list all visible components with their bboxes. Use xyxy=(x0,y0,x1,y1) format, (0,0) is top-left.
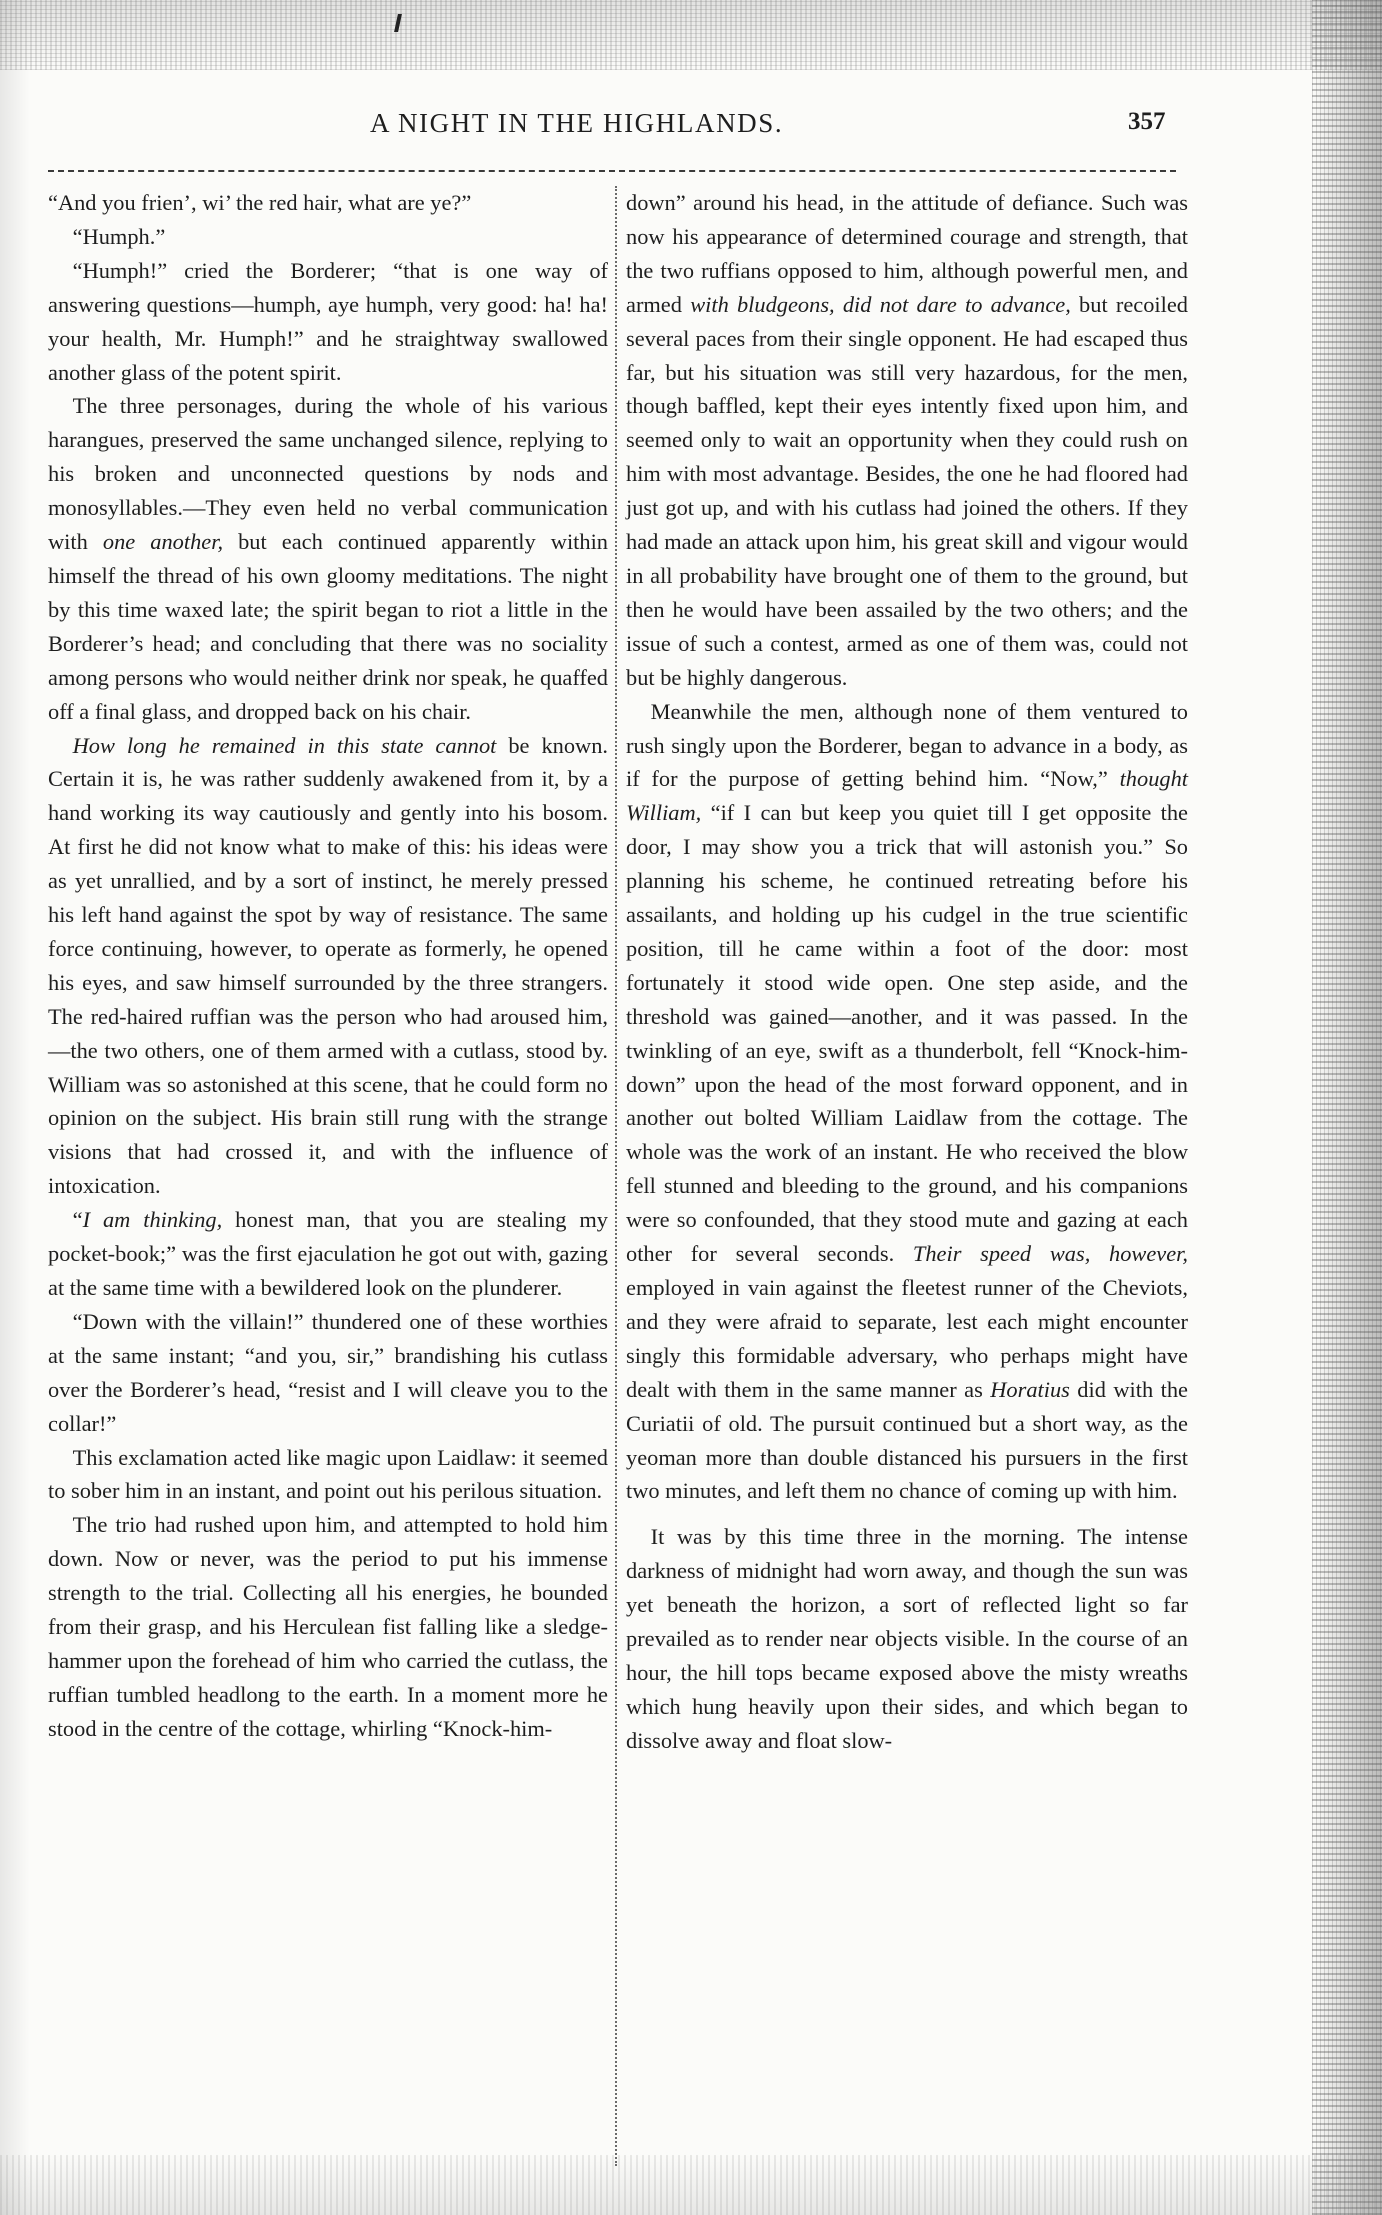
paragraph xyxy=(48,1203,608,1305)
paragraph xyxy=(48,1508,608,1745)
paragraph xyxy=(626,186,1188,695)
paragraph-text: “if I can but keep you quiet till I get opposite the door, I may show you a trick that will astonish you.” So planning his scheme, he continued retreating before his assailants, and holding up his cudgel in the true scientific position, till he came within a foot of the door: most fortunately it stood wide open. One step aside, and the threshold was gained—another, and it was passed. In the twinkling of an eye, swift as a thunderbolt, fell “Knock-him-down” upon the head of the most forward opponent, and in another out bolted William Laidlaw from the cottage. The whole was the work of an instant. He who received the blow fell stunned and bleeding to the ground, and his companions were so confounded, that they stood mute and gazing at each other for several seconds. xyxy=(626,800,1188,1267)
italic-text: How long he remained in this state cannot xyxy=(72,732,497,758)
paragraph-text: “Down with the villain!” thundered one of these worthies at the same instant; “and you, sir,” brandishing his cutlass over the Borderer’s head, “resist and I will cleave you to the collar!” xyxy=(48,1308,608,1436)
scan-noise-right xyxy=(1312,0,1382,2215)
paragraph-text: The trio had rushed upon him, and attempted to hold him down. Now or never, was the period to put his immense strength to the trial. Collecting all his energies, he bounded from their grasp, and his Herculean fist falling like a sledge-hammer upon the forehead of him who carried the cutlass, the ruffian tumbled headlong to the earth. In a moment more he stood in the centre of the cottage, whirling “Knock-him- xyxy=(48,1512,608,1741)
paragraph-text: down” around his head, in the attitude of defiance. Such was now his appearance of determined courage and strength, that the two ruffians opposed to him, although powerful men, and armed xyxy=(626,190,1188,317)
paragraph-text: employed in vain against the fleetest runner of the Cheviots, and they were afraid to separate, lest each might encounter singly this formidable adversary, who perhaps might have dealt with them in the same manner as xyxy=(626,1275,1188,1402)
paragraph xyxy=(626,1520,1188,1757)
running-title: A NIGHT IN THE HIGHLANDS. xyxy=(370,108,784,138)
paragraph-text: This exclamation acted like magic upon Laidlaw: it seemed to sober him in an instant, and point out his perilous situation. xyxy=(48,1444,608,1504)
left-column xyxy=(48,186,608,1746)
page-number: 357 xyxy=(1128,108,1166,135)
paragraph-text: The three personages, during the whole of his various harangues, preserved the same unchanged silence, replying to his broken and unconnected questions by nods and monosyllables.—They even held no verbal communication with xyxy=(48,393,608,555)
italic-text: I am thinking, xyxy=(82,1207,223,1233)
column-divider xyxy=(615,186,617,2166)
paragraph xyxy=(48,1441,608,1509)
paragraph-text: “And you frien’, wi’ the red hair, what are ye?” xyxy=(48,190,472,215)
italic-text: Their speed was, however, xyxy=(912,1241,1188,1267)
paragraph-text: “Humph!” cried the Borderer; “that is one way of answering questions—humph, aye humph, very good: ha! ha! your health, Mr. Humph!” and he straightway swallowed another glass of the potent spirit. xyxy=(48,257,608,385)
paragraph xyxy=(48,220,608,254)
right-column xyxy=(626,186,1188,1758)
page-header xyxy=(0,108,1382,148)
paragraph-text: but recoiled several paces from their single opponent. He had escaped thus far, but his situation was still very hazardous, for the men, though baffled, kept their eyes intently fixed upon him, and seemed only to wait an opportunity when they could rush on him with most advantage. Besides, the one he had floored had just got up, and with his cutlass had joined the others. If they had made an attack upon him, his great skill and vigour would in all probability have brought one of them to the ground, but then he would have been assailed by the two others; and the issue of such a contest, armed as one of them was, could not but be highly dangerous. xyxy=(626,291,1189,690)
paragraph-text: It was by this time three in the morning. The intense darkness of midnight had worn away, and though the sun was yet beneath the horizon, a sort of reflected light so far prevailed as to render near objects visible. In the course of an hour, the hill tops became exposed above the misty wreaths which hung heavily upon their sides, and which began to dissolve away and float slow- xyxy=(626,1524,1188,1753)
paragraph xyxy=(48,186,608,220)
paragraph xyxy=(626,695,1188,1509)
paragraph xyxy=(48,1305,608,1441)
paragraph xyxy=(48,389,608,728)
italic-text: with bludgeons, did not dare to advance, xyxy=(690,291,1071,317)
paragraph-text: but each continued apparently within himself the thread of his own gloomy meditations. The night by this time waxed late; the spirit began to riot a little in the Borderer’s head; and concluding that there was no sociality among persons who would neither drink nor speak, he quaffed off a final glass, and dropped back on his chair. xyxy=(48,529,608,724)
italic-text: thought William, xyxy=(626,766,1188,826)
italic-text: one another, xyxy=(102,529,224,555)
paragraph-text: honest man, that you are stealing my pocket-book;” was the first ejaculation he got out with, gazing at the same time with a bewildered look on the plunderer. xyxy=(48,1207,608,1300)
italic-text: Horatius xyxy=(990,1376,1070,1402)
scan-noise-top xyxy=(0,0,1382,70)
paragraph-text: did with the Curiatii of old. The pursuit continued but a short way, as the yeoman more than double distanced his pursuers in the first two minutes, and left them no chance of coming up with him. xyxy=(626,1376,1188,1504)
header-rule xyxy=(48,170,1176,172)
paragraph-text: “Humph.” xyxy=(72,223,166,249)
scan-noise-bottom xyxy=(0,2155,1382,2215)
paragraph-text: Meanwhile the men, although none of them ventured to rush singly upon the Borderer, began to advance in a body, as if for the purpose of getting behind him. “Now,” xyxy=(626,698,1188,792)
paragraph xyxy=(48,729,608,1204)
scan-noise-left xyxy=(0,0,30,2215)
paragraph-text: “ xyxy=(72,1207,83,1233)
paragraph xyxy=(48,254,608,390)
paragraph-text: be known. Certain it is, he was rather suddenly awakened from it, by a hand working its way cautiously and gently into his bosom. At first he did not know what to make of this: his ideas were as yet unrallied, and by a sort of instinct, he merely pressed his left hand against the spot by way of resistance. The same force continuing, however, to operate as formerly, he opened his eyes, and saw himself surrounded by the three strangers. The red-haired ruffian was the person who had aroused him,—the two others, one of them armed with a cutlass, stood by. William was so astonished at this scene, that he could form no opinion on the subject. His brain still rung with the strange visions that had crossed it, and with the influence of intoxication. xyxy=(48,732,608,1199)
